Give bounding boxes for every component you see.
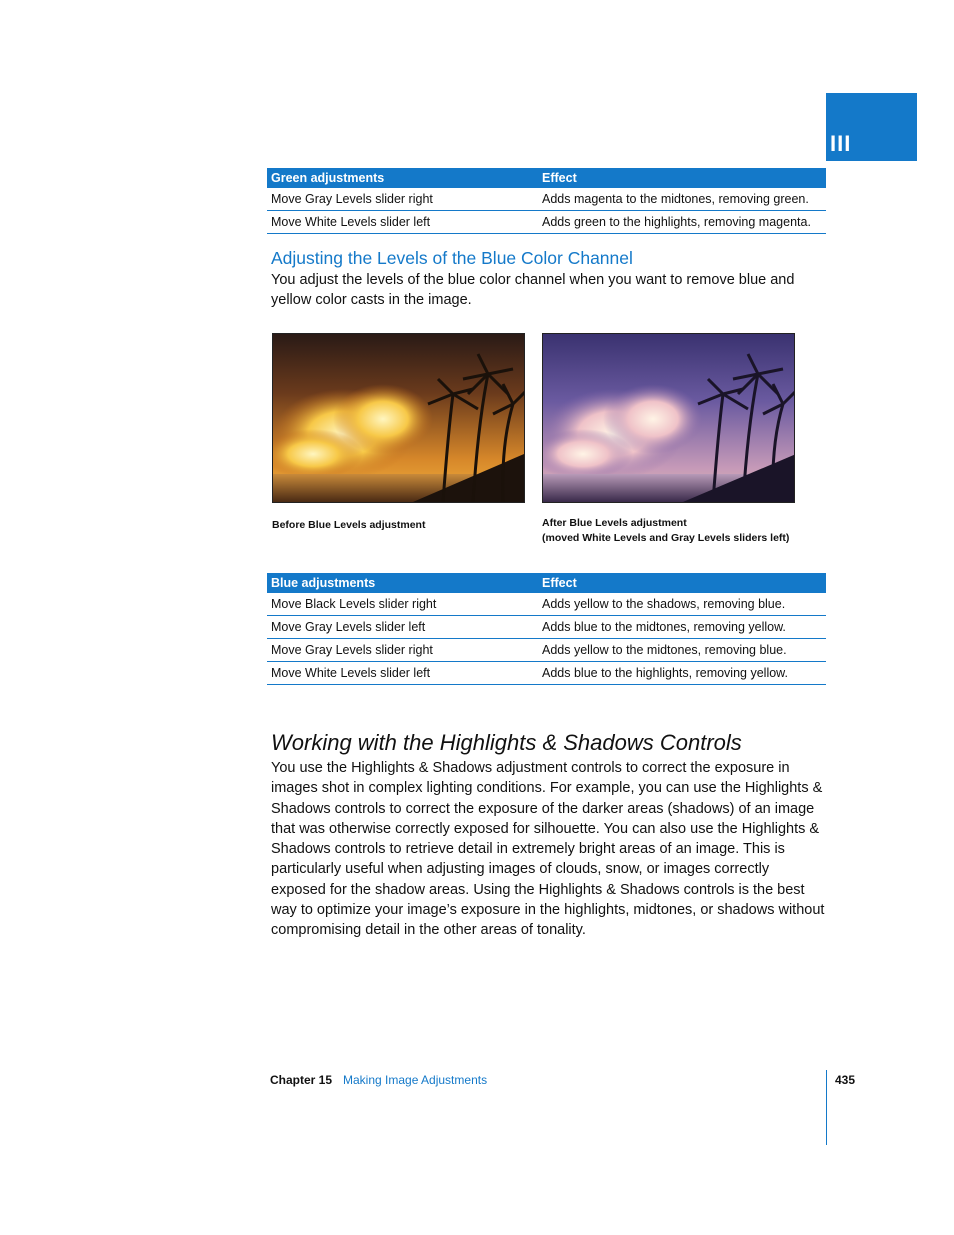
table-cell: Move Gray Levels slider right [267, 639, 538, 662]
footer-chapter: Chapter 15 [270, 1073, 333, 1087]
main-heading: Working with the Highlights & Shadows Controls [271, 730, 742, 755]
table-header-row [267, 573, 826, 593]
page-number: 435 [835, 1073, 856, 1087]
column-header: Effect [538, 168, 826, 188]
table-row [267, 639, 826, 662]
table-cell: Move White Levels slider left [267, 662, 538, 685]
table-cell: Adds yellow to the shadows, removing blue. [538, 593, 826, 616]
after-caption-line-2: (moved White Levels and Gray Levels sliders left) [542, 532, 790, 544]
main-body: You use the Highlights & Shadows adjustment controls to correct the exposure in images shot in complex lighting conditions. For example, you can use the Highlights & Shadows controls to correct the exposure of the darker areas (shadows) of an image that was otherwise correctly exposed for silhouette. You can also use the Highlights & Shadows controls to retrieve detail in extremely bright areas of an image. This is particularly useful when adjusting images of clouds, snow, or images correctly exposed for the shadow areas. Using the Highlights & Shadows controls is the best way to optimize your image’s exposure in the highlights, midtones, or shadows without compromising detail in the other areas of tonality. [271, 760, 825, 939]
footer-chapter-title: Making Image Adjustments [343, 1073, 488, 1087]
table-cell: Move White Levels slider left [267, 211, 538, 234]
column-header: Blue adjustments [267, 573, 538, 593]
section-body: You adjust the levels of the blue color channel when you want to remove blue and yellow color casts in the image. [271, 272, 795, 309]
table-cell: Adds blue to the midtones, removing yellow. [538, 616, 826, 639]
table-cell: Adds yellow to the midtones, removing blue. [538, 639, 826, 662]
part-tab-label: III [830, 131, 852, 156]
table-row [267, 188, 826, 211]
before-photo [272, 333, 525, 503]
table-row [267, 616, 826, 639]
table-cell: Move Black Levels slider right [267, 593, 538, 616]
table-cell: Adds green to the highlights, removing magenta. [538, 211, 826, 234]
table-cell: Adds blue to the highlights, removing yellow. [538, 662, 826, 685]
table-row [267, 662, 826, 685]
table-row [267, 593, 826, 616]
table-header-row [267, 168, 826, 188]
column-header: Effect [538, 573, 826, 593]
after-photo [542, 333, 795, 503]
green-adjustments-table [267, 168, 826, 234]
table-cell: Move Gray Levels slider right [267, 188, 538, 211]
after-caption-line-1: After Blue Levels adjustment [542, 517, 687, 529]
section-heading: Adjusting the Levels of the Blue Color Channel [271, 248, 633, 268]
part-tab [826, 93, 917, 161]
table-cell: Adds magenta to the midtones, removing green. [538, 188, 826, 211]
blue-adjustments-table [267, 573, 826, 685]
table-cell: Move Gray Levels slider left [267, 616, 538, 639]
footer-divider [826, 1070, 827, 1145]
column-header: Green adjustments [267, 168, 538, 188]
table-row [267, 211, 826, 234]
before-caption: Before Blue Levels adjustment [272, 519, 426, 531]
